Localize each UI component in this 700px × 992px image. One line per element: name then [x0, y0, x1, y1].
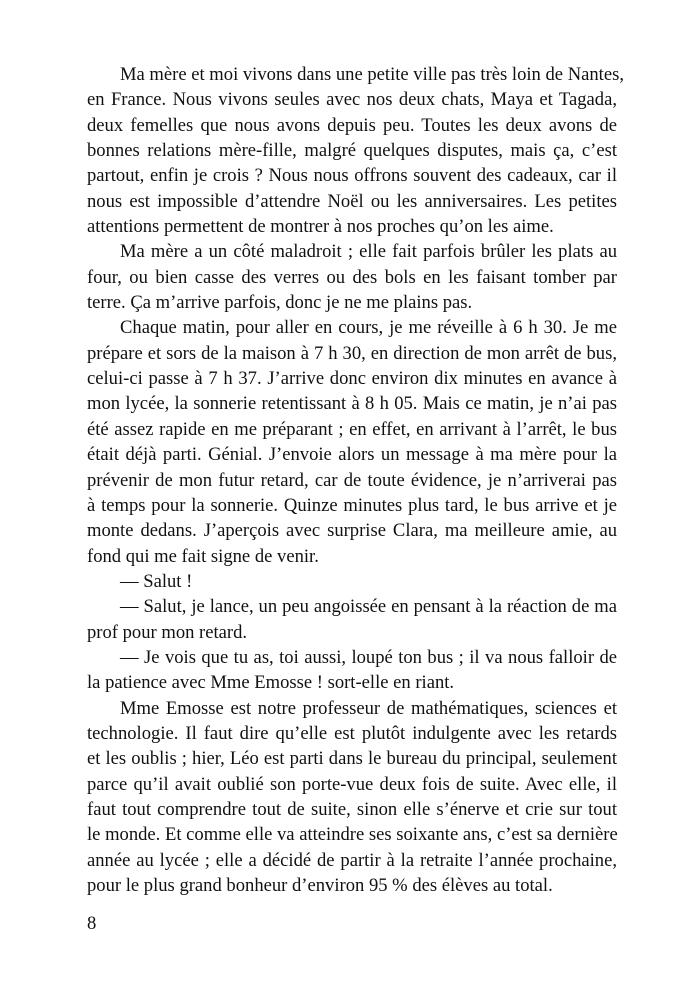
text-line: prof pour mon retard. [87, 621, 248, 643]
text-line: parce qu’il avait oublié son porte-vue deux fois de suite. Avec elle, il [87, 773, 617, 795]
text-line: à temps pour la sonnerie. Quinze minutes plus tard, le bus arrive et je [87, 494, 617, 516]
paragraph [87, 594, 617, 645]
text-line: — Je vois que tu as, toi aussi, loupé ton bus ; il va nous falloir de [120, 646, 617, 668]
text-line: et les oublis ; hier, Léo est parti dans le bureau du principal, seulement [87, 748, 617, 770]
text-line: mon lycée, la sonnerie retentissant à 8 h 05. Mais ce matin, je n’ai pas [87, 393, 617, 415]
page-number: 8 [87, 913, 97, 934]
text-line: technologie. Il faut dire qu’elle est plutôt indulgente avec les retards [87, 722, 617, 744]
text-line: celui-ci passe à 7 h 37. J’arrive donc environ dix minutes en avance à [87, 368, 617, 390]
text-line: Mme Emosse est notre professeur de mathématiques, sciences et [120, 697, 617, 719]
text-line: bonnes relations mère-fille, malgré quelques disputes, mais ça, c’est [87, 140, 617, 162]
paragraph [87, 696, 617, 899]
text-line: monte dedans. J’aperçois avec surprise Clara, ma meilleure amie, au [87, 520, 617, 542]
paragraph [87, 315, 617, 568]
page-body-text [87, 62, 624, 898]
text-line: terre. Ça m’arrive parfois, donc je ne me plains pas. [87, 292, 473, 314]
text-line: le monde. Et comme elle va atteindre ses soixante ans, c’est sa dernière [87, 824, 618, 846]
paragraph [87, 645, 617, 696]
text-line: deux femelles que nous avons depuis peu. Toutes les deux avons de [87, 114, 617, 136]
paragraph [87, 62, 624, 239]
paragraph [87, 239, 617, 315]
text-line: année au lycée ; elle a décidé de partir à la retraite l’année prochaine, [87, 849, 617, 871]
text-line: faut tout comprendre tout de suite, sinon elle s’énerve et crie sur tout [87, 798, 617, 820]
text-line: été assez rapide en me préparant ; en effet, en arrivant à l’arrêt, le bus [87, 418, 617, 440]
paragraph [87, 569, 617, 594]
text-line: en France. Nous vivons seules avec nos deux chats, Maya et Tagada, [87, 89, 617, 111]
text-line: était déjà parti. Génial. J’envoie alors un message à ma mère pour la [87, 444, 617, 466]
text-line: pour le plus grand bonheur d’environ 95 % des élèves au total. [87, 875, 553, 896]
text-line: — Salut ! [120, 570, 193, 592]
text-line: la patience avec Mme Emosse ! sort-elle en riant. [87, 672, 455, 694]
text-line: prévenir de mon futur retard, car de toute évidence, je n’arriverai pas [87, 469, 617, 491]
text-line: Ma mère et moi vivons dans une petite ville pas très loin de Nantes, [120, 64, 624, 85]
text-line: Ma mère a un côté maladroit ; elle fait parfois brûler les plats au [120, 241, 617, 263]
text-line: Chaque matin, pour aller en cours, je me réveille à 6 h 30. Je me [120, 317, 617, 339]
text-line: partout, enfin je crois ? Nous nous offrons souvent des cadeaux, car il [87, 165, 617, 187]
text-line: four, ou bien casse des verres ou des bols en les faisant tomber par [87, 266, 617, 288]
text-line: — Salut, je lance, un peu angoissée en pensant à la réaction de ma [120, 596, 617, 618]
text-line: prépare et sors de la maison à 7 h 30, en direction de mon arrêt de bus, [87, 342, 617, 364]
text-line: fond qui me fait signe de venir. [87, 545, 319, 567]
text-line: nous est impossible d’attendre Noël ou les anniversaires. Les petites [87, 190, 617, 212]
text-line: attentions permettent de montrer à nos proches qu’on les aime. [87, 216, 554, 238]
